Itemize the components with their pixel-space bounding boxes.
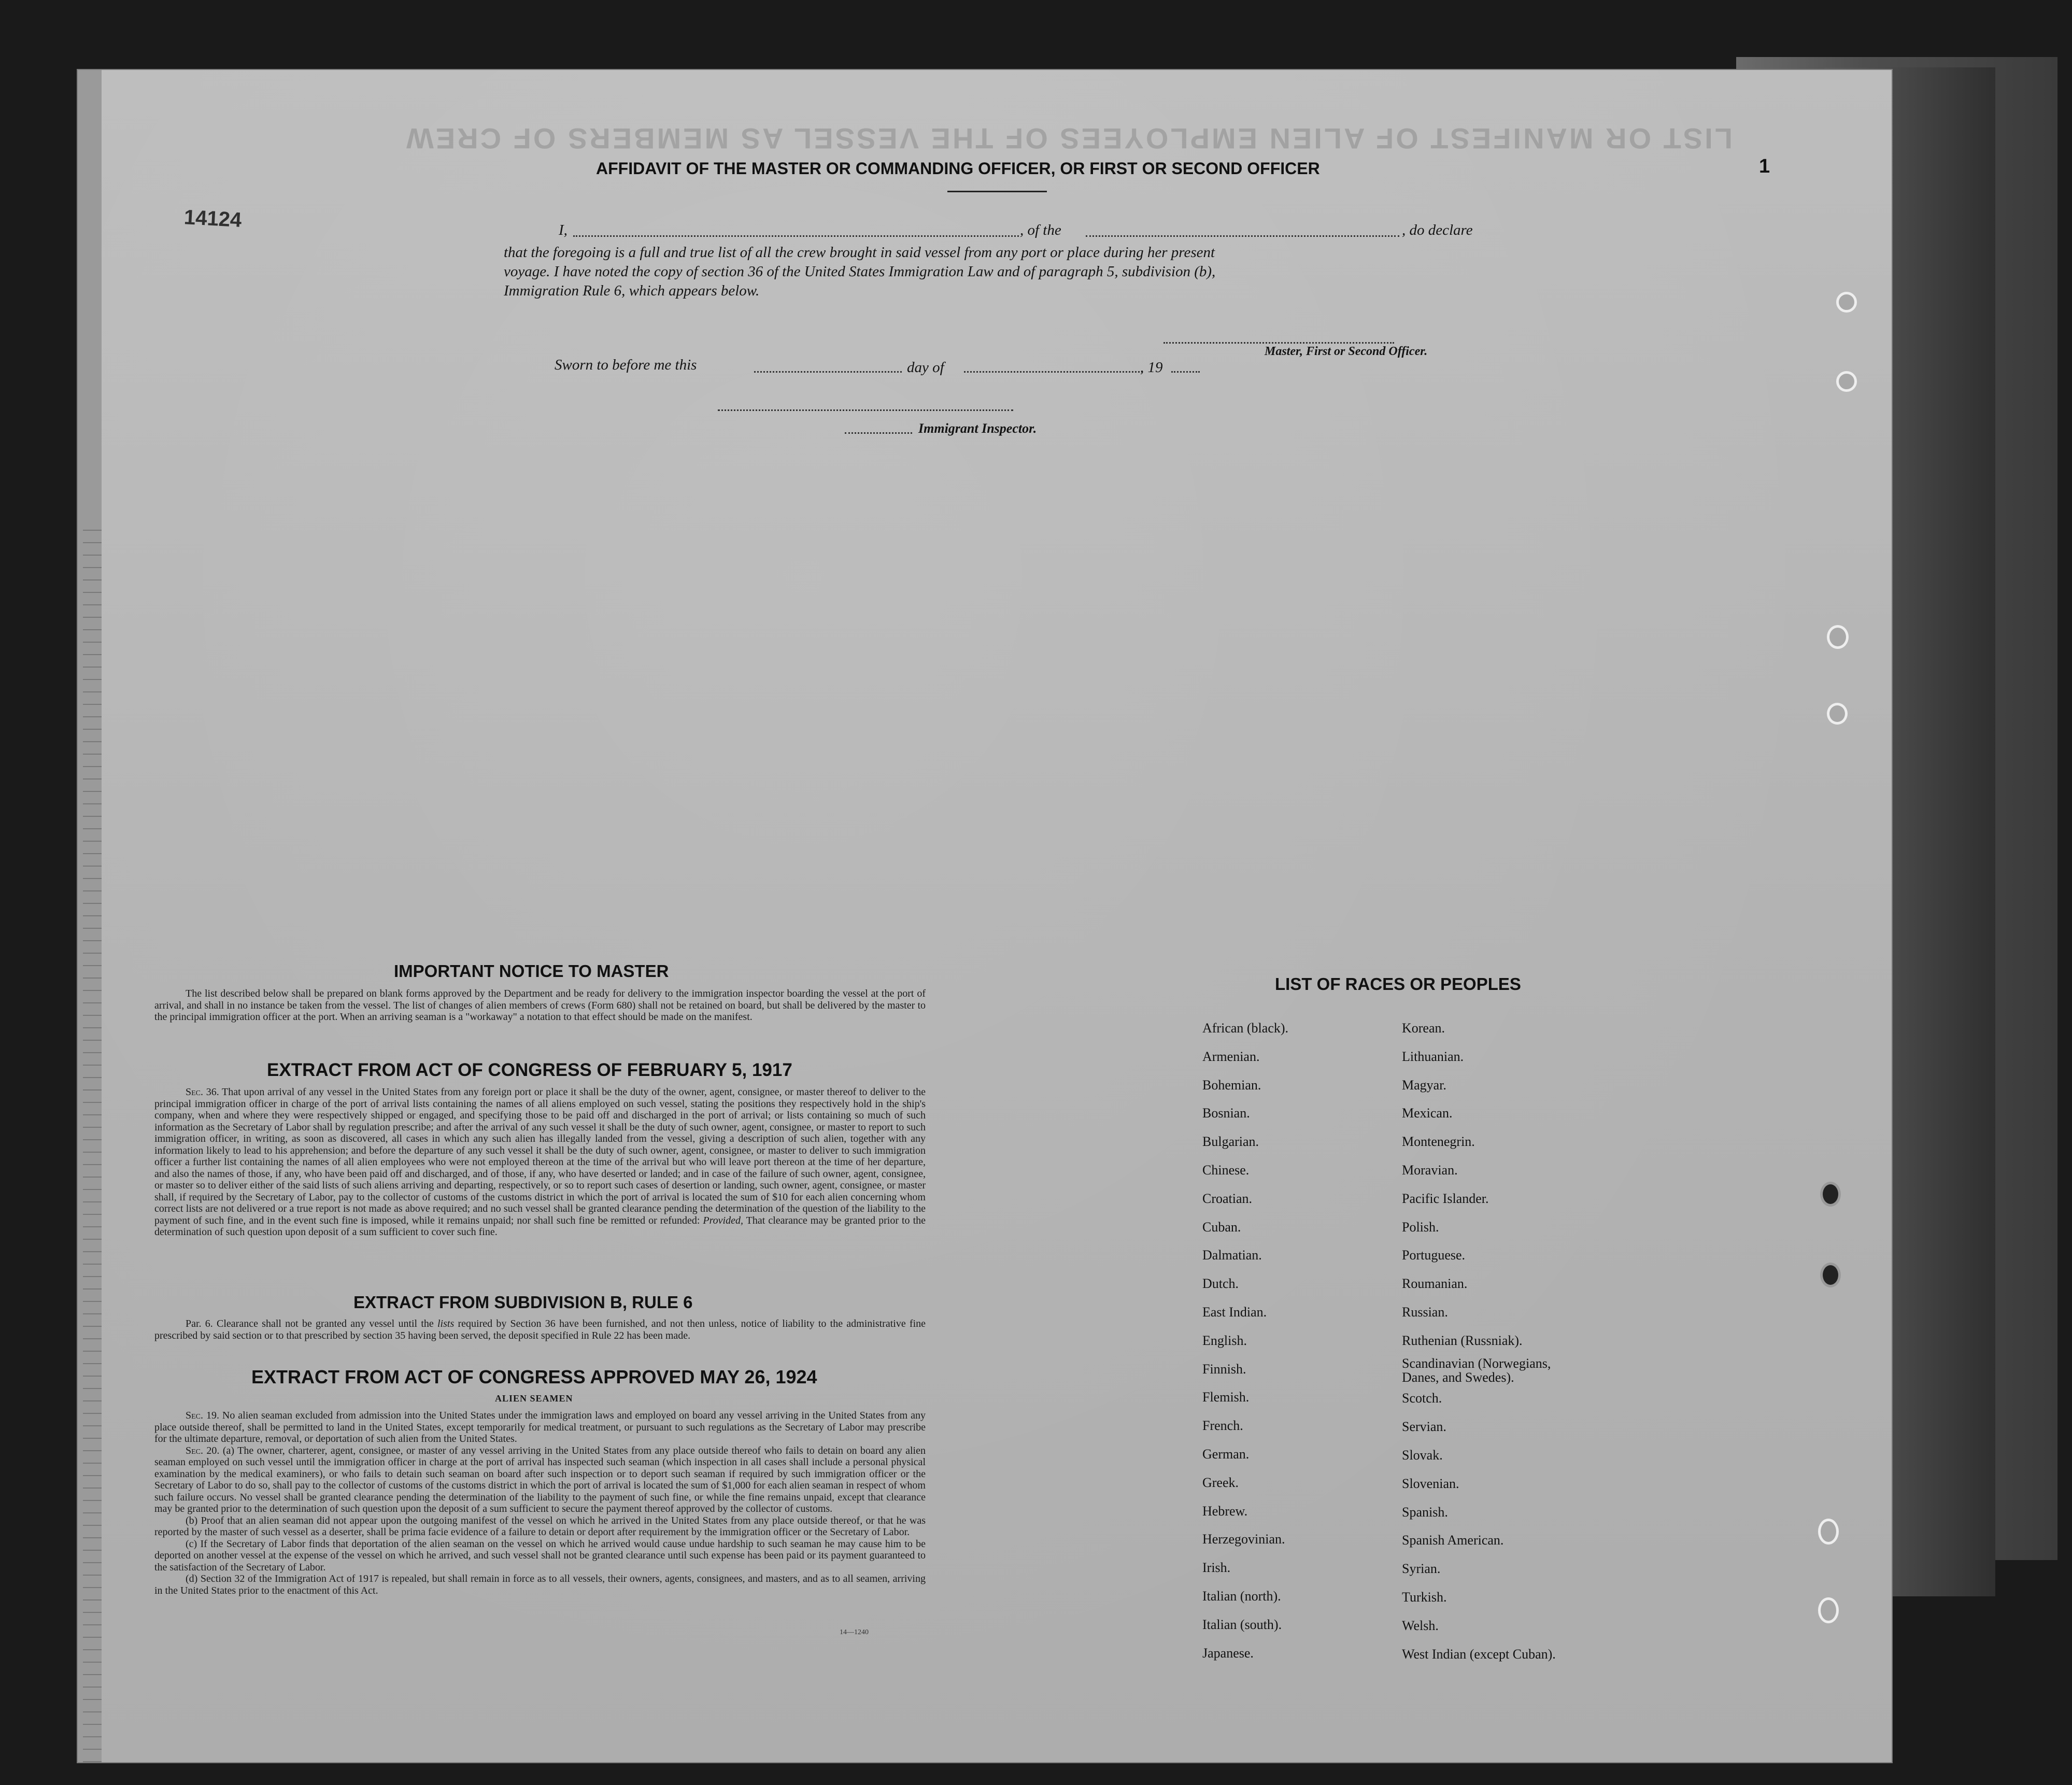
race-item: Slovenian.	[1402, 1476, 1459, 1491]
alien-seamen-subtitle: ALIEN SEAMEN	[495, 1393, 573, 1404]
sec-20-a-text: (a) The owner, charterer, agent, consignee, or master of any vessel arriving in the United States from any place outside thereof who fails to detain on board any alien seaman employed on such vessel until the immigration officer in charge at the port of arrival has inspected such seaman (which inspection in all cases shall include a personal physical examination by the medical examiners), or who fails to detain such seaman on board after such inspection or to deport such seaman if required by such immigration officer or the Secretary of Labor to do so, shall pay to the collector of customs of the customs district in which the port of arrival is located the sum of $1,000 for each alien seaman in respect of whom such failure occurs. No vessel shall be granted clearance pending the determination of the liability to the payment of such fine, or while the fine remains unpaid, except that clearance may be granted prior to the determination of such question upon the deposit of a sum sufficient to secure the payment thereof approved by the collector of customs.	[154, 1444, 926, 1514]
race-item: Turkish.	[1402, 1589, 1447, 1605]
race-item: French.	[1202, 1418, 1243, 1434]
rule-6-paragraph	[154, 1318, 926, 1341]
race-item: Greek.	[1202, 1475, 1239, 1490]
race-item: Ruthenian (Russniak).	[1402, 1333, 1523, 1348]
sworn-month-blank[interactable]	[964, 371, 1143, 373]
inspector-label: Immigrant Inspector.	[918, 421, 1037, 436]
binder-hole	[1818, 1597, 1839, 1623]
race-item: Italian (north).	[1202, 1588, 1281, 1604]
act-1924-paragraph	[154, 1410, 926, 1596]
race-item: Japanese.	[1202, 1645, 1254, 1661]
sec-20-label: Sec. 20.	[186, 1444, 220, 1456]
rule-6-text-a: Clearance shall not be granted any vessel until the	[217, 1318, 434, 1329]
race-item: English.	[1202, 1333, 1247, 1348]
race-item: Herzegovinian.	[1202, 1532, 1285, 1547]
race-item: Roumanian.	[1402, 1276, 1468, 1292]
notice-paragraph	[154, 988, 926, 1023]
race-item: Polish.	[1402, 1219, 1439, 1235]
race-item: Mexican.	[1402, 1106, 1453, 1121]
race-item: Magyar.	[1402, 1077, 1446, 1093]
notice-text: The list described below shall be prepared on blank forms approved by the Department and be ready for delivery to the immigration inspector boarding the vessel at the port of arrival, and shall in no instance be taken from the vessel. The list of changes of alien members of crews (Form 680) shall not be retained on board, but shall be delivered by the master to the principal immigration officer at the port. When an arriving seaman is a "workaway" a notation to that effect should be made on the manifest.	[154, 988, 926, 1023]
sec-19-label: Sec. 19.	[186, 1410, 219, 1421]
section-36-text: That upon arrival of any vessel in the United States from any foreign port or place it shall be the duty of the owner, agent, consignee, or master thereof to deliver to the principal immigration officer in charge of the port of arrival lists containing the names of all aliens employed on such vessel, stating the positions they respectively hold in the ship's company, when and where they were respectively shipped or engaged, and specifying those to be paid off and discharged in the port of arrival; or lists containing so much of such information as the Secretary of Labor shall by regulation prescribe; and after the arrival of any such vessel it shall be the duty of such owner, agent, consignee, or master to report to such immigration officer, in writing, as soon as discovered, all cases in which any such alien has illegally landed from the vessel, giving a description of such alien, together with any information likely to lead to his apprehension; and before the departure of any such vessel it shall be the duty of such owner, agent, consignee, or master to deliver to such immigration officer a further list containing the names of all alien employees who were not employed thereon at the time of the arrival but who will leave port thereon at the time of her departure, and also the names of those, if any, who have been paid off and discharged, and of those, if any, who have deserted or landed; and in case of the failure of such owner, agent, consignee, or master so to deliver either of the said lists of such aliens arriving and departing, respectively, or so to report such cases of desertion or landing, such owner, agent, consignee, or master shall, if required by the Secretary of Labor, pay to the collector of customs of the customs district in which the port of arrival is located the sum of $10 for each alien concerning whom correct lists are not delivered or a true report is not made as above required; and no such vessel shall be granted clearance pending the determination of the question of the liability to the payment of such fine, and in the event such fine is imposed, while it remains unpaid; nor shall such fine be remitted or refunded:	[154, 1086, 926, 1226]
race-item: Spanish American.	[1402, 1533, 1504, 1548]
race-item: Bosnian.	[1202, 1106, 1250, 1121]
race-item: Hebrew.	[1202, 1503, 1248, 1519]
sec-20-b-text: (b) Proof that an alien seaman did not appear upon the outgoing manifest of the vessel on which he arrived in the United States from any place outside thereof, or that he was reported by the master of such vessel as a deserter, shall be prima facie evidence of a failure to detain or deport after requirement by the immigration officer or the Secretary of Labor.	[154, 1514, 926, 1538]
race-item: Montenegrin.	[1402, 1134, 1475, 1150]
binder-hole	[1827, 703, 1848, 725]
provided-word: Provided,	[703, 1214, 743, 1226]
race-item: Finnish.	[1202, 1361, 1246, 1377]
affidavit-line-2: that the foregoing is a full and true list of all the crew brought in said vessel from any port or place during her present	[504, 244, 1215, 261]
race-item: Spanish.	[1402, 1504, 1448, 1520]
race-item: Scotch.	[1402, 1391, 1442, 1406]
races-column-1	[1202, 1014, 1288, 1667]
sec-20-d-text: (d) Section 32 of the Immigration Act of 1917 is repealed, but shall remain in force as to all vessels, their owners, agents, consignees, and masters, and as to all seamen, arriving in the United States prior to the enactment of this Act.	[154, 1573, 926, 1596]
race-item: Italian (south).	[1202, 1617, 1282, 1632]
year-text: , 19	[1140, 359, 1163, 376]
race-item: Irish.	[1202, 1560, 1231, 1576]
race-item: Flemish.	[1202, 1390, 1250, 1405]
race-item: Syrian.	[1402, 1561, 1441, 1577]
race-item: Croatian.	[1202, 1191, 1253, 1206]
day-of-text: day of	[907, 359, 944, 376]
bleed-through-text: LIST OR MANIFEST OF ALIEN EMPLOYEES OF THE VESSEL AS MEMBERS OF CREW	[404, 122, 1733, 155]
race-item: Chinese.	[1202, 1162, 1250, 1178]
section-36-label: Sec. 36.	[186, 1086, 219, 1098]
race-item: Pacific Islander.	[1402, 1191, 1489, 1206]
binder-hole	[1820, 1263, 1841, 1287]
race-item: West Indian (except Cuban).	[1402, 1646, 1556, 1662]
sec-19-text: No alien seaman excluded from admission into the United States under the immigration laws and employed on board any vessel arriving in the United States from any place outside thereof, shall be permitted to land in the United States, except temporarily for medical treatment, or pursuant to such regulations as the Secretary of Labor may prescribe for the ultimate departure, removal, or deportation of such alien from the United States.	[154, 1410, 926, 1444]
inspector-leader	[845, 432, 912, 434]
act-1924-title: EXTRACT FROM ACT OF CONGRESS APPROVED MAY 26, 1924	[251, 1366, 817, 1387]
affidavit-line-4: Immigration Rule 6, which appears below.	[504, 282, 760, 299]
notice-title: IMPORTANT NOTICE TO MASTER	[394, 961, 669, 981]
page-mark: 1	[1759, 155, 1770, 177]
affidavit-title: AFFIDAVIT OF THE MASTER OR COMMANDING OFFICER, OR FIRST OR SECOND OFFICER	[596, 159, 1320, 178]
binder-hole	[1820, 1182, 1841, 1207]
form-number: 14—1240	[840, 1628, 869, 1636]
sworn-year-blank[interactable]	[1171, 371, 1200, 373]
section-36-end: That clearance may be granted prior to the determination of such question upon deposit of a sum sufficient to cover such fine.	[154, 1214, 926, 1238]
rule-6-text-b: required by Section 36 have been furnished, and not then unless, notice of liability to the administrative fine prescribed by said section or to that prescribed by section 35 having been served, the deposit specified in Rule 22 has been made.	[154, 1318, 926, 1341]
master-signature-blank[interactable]	[1163, 342, 1394, 344]
rule-6-title: EXTRACT FROM SUBDIVISION B, RULE 6	[353, 1293, 693, 1312]
master-signature-label: Master, First or Second Officer.	[1265, 345, 1428, 358]
affidavit-line-3: voyage. I have noted the copy of section 36 of the United States Immigration Law and of paragraph 5, subdivision (b),	[504, 263, 1216, 280]
binder-hole	[1818, 1519, 1839, 1545]
affidavit-of-the: , of the	[1020, 222, 1061, 238]
affidavit-i: I,	[559, 222, 567, 238]
race-item: Bulgarian.	[1202, 1134, 1259, 1150]
race-item: Slovak.	[1402, 1447, 1443, 1463]
race-item: African (black).	[1202, 1021, 1289, 1036]
race-item: Korean.	[1402, 1021, 1445, 1036]
lists-word: lists	[437, 1318, 455, 1329]
race-item: Servian.	[1402, 1419, 1446, 1435]
faint-ruled-lines	[83, 518, 102, 1762]
race-item: Moravian.	[1402, 1162, 1458, 1178]
race-item: Lithuanian.	[1402, 1049, 1464, 1064]
inspector-signature-blank[interactable]	[718, 409, 1013, 411]
affidavit-do-declare: , do declare	[1402, 222, 1473, 238]
race-item: Russian.	[1402, 1304, 1448, 1320]
race-item: Dalmatian.	[1202, 1248, 1262, 1263]
binder-hole	[1836, 292, 1857, 313]
race-item: Cuban.	[1202, 1219, 1241, 1235]
par-6-label: Par. 6.	[186, 1318, 213, 1329]
binder-hole	[1836, 371, 1857, 392]
vessel-blank[interactable]	[1086, 235, 1399, 237]
race-item: Scandinavian (Norwegians, Danes, and Swedes).	[1402, 1355, 1551, 1385]
name-blank[interactable]	[573, 235, 1019, 237]
race-item: German.	[1202, 1446, 1250, 1462]
extract-1917-title: EXTRACT FROM ACT OF CONGRESS OF FEBRUARY 5, 1917	[267, 1060, 792, 1080]
race-item: Armenian.	[1202, 1049, 1260, 1064]
sworn-text: Sworn to before me this	[555, 357, 697, 373]
race-item: Bohemian.	[1202, 1077, 1261, 1093]
sec-20-c-text: (c) If the Secretary of Labor finds that deportation of the alien seaman on the vessel on which he arrived would cause undue hardship to such seaman he may cause him to be deported on another vessel at the expense of the vessel on which he arrived, and such vessel shall not be granted clearance until such expense has been paid or its payment guaranteed to the satisfaction of the Secretary of Labor.	[154, 1538, 926, 1573]
races-column-2	[1402, 1014, 1588, 1668]
title-underline	[947, 191, 1047, 192]
stamped-number: 14124	[183, 206, 243, 232]
race-item: Dutch.	[1202, 1276, 1239, 1292]
extract-1917-paragraph	[154, 1086, 926, 1238]
races-title: LIST OF RACES OR PEOPLES	[1275, 974, 1521, 994]
race-item: East Indian.	[1202, 1304, 1267, 1320]
sworn-day-blank[interactable]	[754, 371, 902, 373]
race-item: Portuguese.	[1402, 1248, 1466, 1263]
binder-hole	[1827, 625, 1849, 649]
race-item: Welsh.	[1402, 1618, 1439, 1633]
